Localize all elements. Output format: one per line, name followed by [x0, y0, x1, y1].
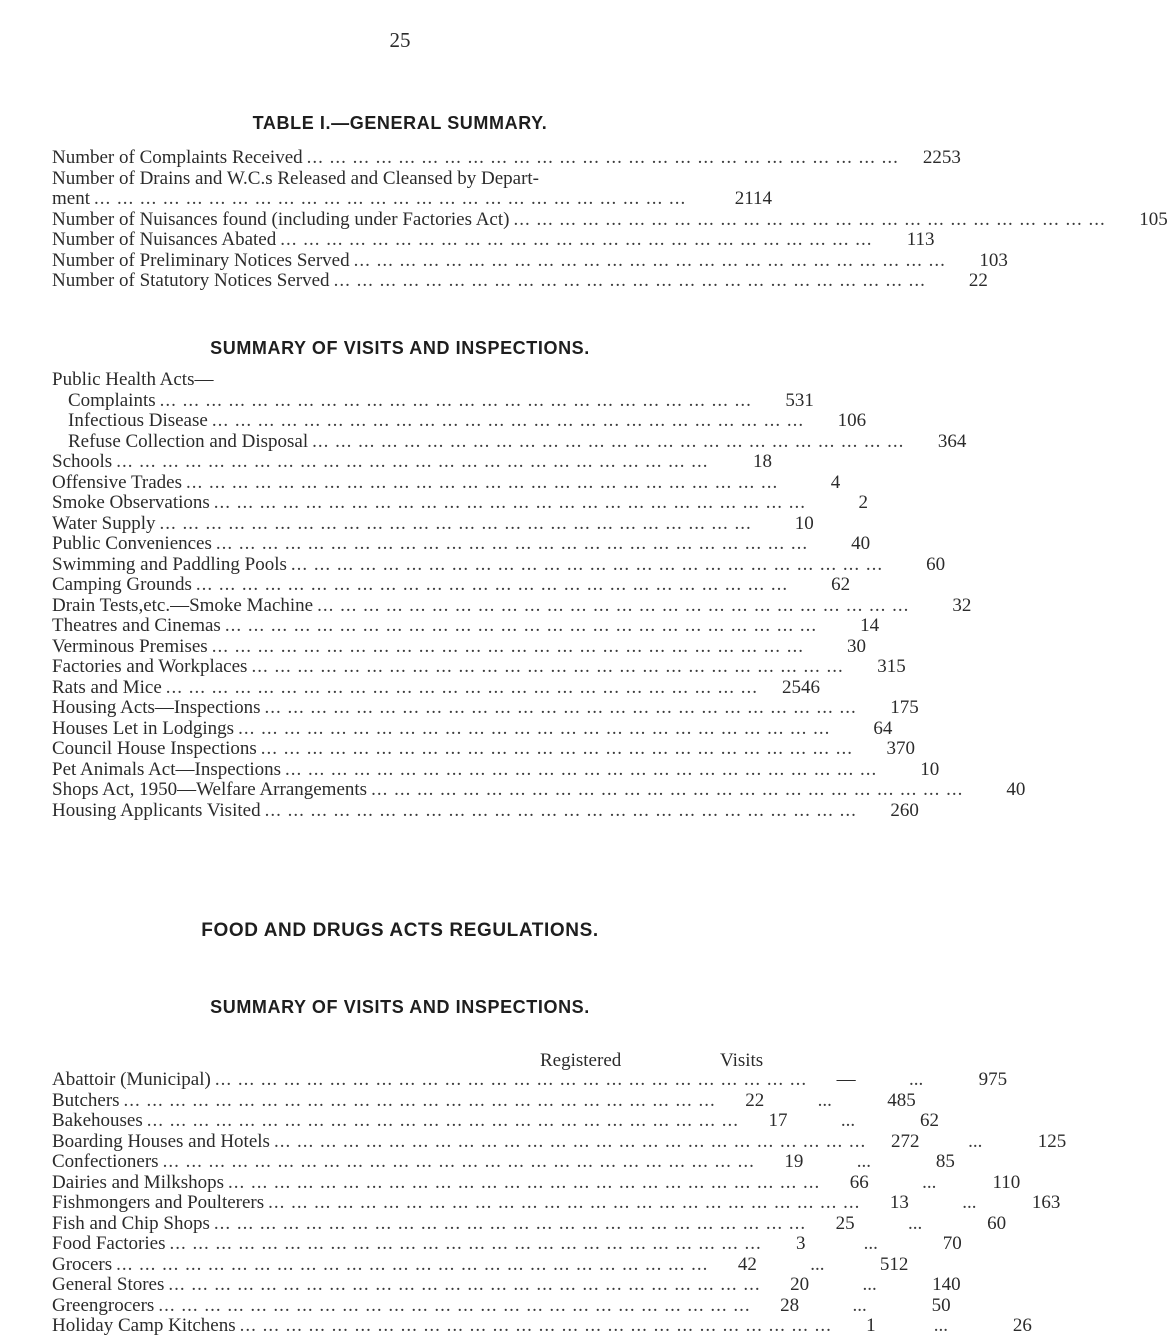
- column-separator: ...: [817, 1089, 832, 1111]
- food-premises-label: Food Factories: [52, 1233, 166, 1254]
- item-label: Public Conveniences: [52, 533, 212, 554]
- list-item: [52, 169, 772, 190]
- dot-leader: ... ... ... ... ... ... ... ... ... ... ... ... ... ... ... ... ... ... ... ... ... ... ... ... ... ...: [238, 717, 831, 739]
- item-value: 30: [846, 635, 866, 657]
- dot-leader: ... ... ... ... ... ... ... ... ... ... ... ... ... ... ... ... ... ... ... ... ... ... ... ... ... ...: [94, 188, 687, 209]
- dot-leader: ... ... ... ... ... ... ... ... ... ... ... ... ... ... ... ... ... ... ... ... ... ... ... ... ... ...: [306, 147, 899, 168]
- registered-count: 22: [745, 1089, 765, 1111]
- column-separator: ...: [852, 1294, 867, 1316]
- table-row: [52, 1274, 961, 1296]
- dot-leader: ... ... ... ... ... ... ... ... ... ... ... ... ... ... ... ... ... ... ... ... ... ... ... ... ... ...: [264, 799, 857, 821]
- item-label: Refuse Collection and Disposal: [68, 430, 309, 452]
- table-row: [52, 1151, 955, 1173]
- item-label: Infectious Disease: [68, 410, 208, 431]
- dot-leader: ... ... ... ... ... ... ... ... ... ... ... ... ... ... ... ... ... ... ... ... ... ... ... ... ... ...: [290, 553, 884, 575]
- item-label: Number of Nuisances found (including under Factories Act): [52, 208, 510, 230]
- list-item: [52, 229, 935, 251]
- item-label: Number of Complaints Received: [52, 147, 303, 168]
- registered-count: 28: [780, 1294, 800, 1316]
- item-value: 10: [794, 512, 814, 534]
- visits-column-header: Visits: [720, 1050, 764, 1071]
- item-label: ment: [52, 188, 90, 209]
- dot-leader: ... ... ... ... ... ... ... ... ... ... ... ... ... ... ... ... ... ... ... ... ... ... ... ... ... ...: [264, 697, 857, 718]
- list-item: [52, 635, 866, 658]
- dot-leader: ... ... ... ... ... ... ... ... ... ... ... ... ... ... ... ... ... ... ... ... ... ... ... ... ... ...: [146, 1110, 740, 1131]
- list-item: [52, 758, 940, 781]
- list-item: [52, 410, 867, 432]
- food-premises-label: Bakehouses: [52, 1110, 143, 1131]
- item-value: 18: [753, 451, 772, 472]
- dot-leader: ... ... ... ... ... ... ... ... ... ... ... ... ... ... ... ... ... ... ... ... ... ... ... ... ... ...: [285, 758, 878, 780]
- item-value: 260: [890, 799, 919, 821]
- dot-leader: ... ... ... ... ... ... ... ... ... ... ... ... ... ... ... ... ... ... ... ... ... ... ... ... ... ...: [228, 1171, 821, 1193]
- list-item: [52, 553, 946, 576]
- item-value: 2546: [782, 676, 821, 698]
- column-separator: ...: [810, 1253, 825, 1275]
- registered-count: 3: [795, 1233, 806, 1254]
- item-value: 62: [831, 574, 851, 595]
- registered-count: 13: [889, 1192, 909, 1213]
- list-item: [52, 799, 919, 822]
- dot-leader: ... ... ... ... ... ... ... ... ... ... ... ... ... ... ... ... ... ... ... ... ... ... ... ... ... ...: [169, 1233, 762, 1254]
- dot-leader: ... ... ... ... ... ... ... ... ... ... ... ... ... ... ... ... ... ... ... ... ... ... ... ... ... ...: [214, 1069, 808, 1090]
- item-label: Schools: [52, 451, 113, 472]
- dot-leader: ... ... ... ... ... ... ... ... ... ... ... ... ... ... ... ... ... ... ... ... ... ... ... ... ... ...: [116, 451, 709, 472]
- food-subtitle: SUMMARY OF VISITS AND INSPECTIONS.: [210, 997, 590, 1017]
- list-item: [52, 676, 821, 699]
- column-separator: ...: [968, 1130, 983, 1152]
- visits-count: 163: [1031, 1192, 1061, 1213]
- list-item: [52, 697, 919, 719]
- item-value: 531: [785, 389, 814, 411]
- food-premises-label: Fish and Chip Shops: [52, 1212, 210, 1234]
- item-label: Camping Grounds: [52, 574, 192, 595]
- item-value: 315: [877, 656, 906, 677]
- column-separator: ...: [863, 1233, 878, 1254]
- food-premises-label: Grocers: [52, 1253, 113, 1275]
- column-separator: ...: [922, 1171, 937, 1193]
- table-row: [52, 1315, 1032, 1337]
- column-separator: ...: [962, 1192, 977, 1213]
- registered-count: —: [836, 1069, 856, 1090]
- list-item: [52, 615, 880, 637]
- table-row: [52, 1110, 940, 1132]
- registered-count: 17: [768, 1110, 788, 1131]
- item-value: 106: [837, 410, 867, 431]
- item-value: 32: [952, 594, 972, 616]
- list-item: [52, 452, 772, 473]
- dot-leader: ... ... ... ... ... ... ... ... ... ... ... ... ... ... ... ... ... ... ... ... ... ... ... ... ... ...: [159, 389, 752, 411]
- list-item: [52, 430, 967, 453]
- food-premises-label: Holiday Camp Kitchens: [52, 1315, 236, 1336]
- dot-leader: ... ... ... ... ... ... ... ... ... ... ... ... ... ... ... ... ... ... ... ... ... ... ... ... ... ...: [239, 1315, 832, 1336]
- dot-leader: ... ... ... ... ... ... ... ... ... ... ... ... ... ... ... ... ... ... ... ... ... ... ... ... ... ...: [116, 1253, 709, 1275]
- list-item: [52, 656, 906, 678]
- table-row: [52, 1069, 1008, 1091]
- item-value: 2253: [922, 147, 961, 168]
- dot-leader: ... ... ... ... ... ... ... ... ... ... ... ... ... ... ... ... ... ... ... ... ... ... ... ... ... ...: [215, 533, 809, 554]
- item-label: Verminous Premises: [52, 635, 208, 657]
- list-item: [52, 208, 1168, 231]
- dot-leader: ... ... ... ... ... ... ... ... ... ... ... ... ... ... ... ... ... ... ... ... ... ... ... ... ... ...: [280, 229, 873, 250]
- item-value: 64: [873, 717, 893, 739]
- list-item: [52, 574, 851, 596]
- list-item: [52, 512, 814, 535]
- visits-count: 485: [887, 1089, 916, 1111]
- item-value: 14: [860, 615, 880, 636]
- column-separator: ...: [862, 1274, 877, 1295]
- registered-count: 20: [790, 1274, 810, 1295]
- item-label: Factories and Workplaces: [52, 656, 248, 677]
- list-item: [52, 249, 1008, 272]
- item-value: 364: [937, 430, 967, 452]
- general-summary-list: [52, 147, 1168, 292]
- dot-leader: ... ... ... ... ... ... ... ... ... ... ... ... ... ... ... ... ... ... ... ... ... ... ... ... ... ...: [165, 676, 759, 698]
- visits-count: 85: [935, 1151, 955, 1172]
- food-premises-label: Butchers: [52, 1089, 120, 1111]
- dot-leader: ... ... ... ... ... ... ... ... ... ... ... ... ... ... ... ... ... ... ... ... ... ... ... ... ... ...: [168, 1274, 761, 1295]
- item-value: 2114: [734, 188, 772, 209]
- list-item: [52, 389, 814, 412]
- visits-count: 125: [1037, 1130, 1067, 1152]
- registered-count: 25: [835, 1212, 855, 1234]
- item-value: 175: [890, 697, 919, 718]
- dot-leader: ... ... ... ... ... ... ... ... ... ... ... ... ... ... ... ... ... ... ... ... ... ... ... ... ... ...: [224, 615, 818, 636]
- registered-column-header: Registered: [540, 1050, 622, 1071]
- dot-leader: ... ... ... ... ... ... ... ... ... ... ... ... ... ... ... ... ... ... ... ... ... ... ... ... ... ...: [159, 512, 752, 534]
- list-item: [52, 147, 961, 169]
- visits-count: 975: [978, 1069, 1008, 1090]
- item-label: Houses Let in Lodgings: [52, 717, 235, 739]
- food-premises-label: Greengrocers: [52, 1294, 155, 1316]
- item-value: 105: [1139, 208, 1168, 230]
- item-label: Council House Inspections: [52, 738, 257, 759]
- public-health-acts-label: Public Health Acts—: [52, 369, 214, 390]
- item-value: 22: [968, 270, 988, 291]
- food-premises-label: Fishmongers and Poulterers: [52, 1192, 265, 1213]
- food-premises-label: Abattoir (Municipal): [52, 1069, 211, 1090]
- item-value: 40: [851, 533, 871, 554]
- item-label: Number of Statutory Notices Served: [52, 270, 330, 291]
- item-value: 113: [906, 229, 935, 250]
- group-label: [52, 370, 772, 391]
- dot-leader: ... ... ... ... ... ... ... ... ... ... ... ... ... ... ... ... ... ... ... ... ... ... ... ... ... ...: [186, 471, 779, 493]
- dot-leader: ... ... ... ... ... ... ... ... ... ... ... ... ... ... ... ... ... ... ... ... ... ... ... ... ... ...: [317, 594, 910, 616]
- visits-list: [52, 369, 1026, 821]
- table-row: [52, 1294, 951, 1317]
- list-item: [52, 533, 871, 555]
- dot-leader: ... ... ... ... ... ... ... ... ... ... ... ... ... ... ... ... ... ... ... ... ... ... ... ... ... ...: [312, 430, 905, 452]
- item-value: 103: [979, 249, 1008, 271]
- item-label: Swimming and Paddling Pools: [52, 553, 287, 575]
- dot-leader: ... ... ... ... ... ... ... ... ... ... ... ... ... ... ... ... ... ... ... ... ... ... ... ... ... ...: [251, 656, 844, 677]
- dot-leader: ... ... ... ... ... ... ... ... ... ... ... ... ... ... ... ... ... ... ... ... ... ... ... ... ... ...: [273, 1130, 867, 1152]
- item-label: Rats and Mice: [52, 676, 162, 698]
- list-item: [52, 594, 972, 617]
- food-premises-label: General Stores: [52, 1274, 165, 1295]
- table-row: [52, 1089, 916, 1112]
- visits-count: 62: [920, 1110, 940, 1131]
- registered-count: 19: [784, 1151, 804, 1172]
- registered-count: 66: [849, 1171, 869, 1193]
- list-item: [52, 717, 893, 740]
- visits-count: 26: [1012, 1315, 1032, 1336]
- dot-leader: ... ... ... ... ... ... ... ... ... ... ... ... ... ... ... ... ... ... ... ... ... ... ... ... ... ...: [260, 738, 854, 759]
- list-item: [52, 471, 841, 494]
- column-separator: ...: [907, 1212, 923, 1234]
- item-label: Housing Applicants Visited: [52, 799, 261, 821]
- dot-leader: ... ... ... ... ... ... ... ... ... ... ... ... ... ... ... ... ... ... ... ... ... ... ... ... ... ...: [213, 492, 807, 513]
- table-row: [52, 1192, 1061, 1214]
- visits-count: 110: [992, 1171, 1021, 1193]
- dot-leader: ... ... ... ... ... ... ... ... ... ... ... ... ... ... ... ... ... ... ... ... ... ... ... ... ... ...: [211, 635, 804, 657]
- item-label: Housing Acts—Inspections: [52, 697, 261, 718]
- dot-leader: ... ... ... ... ... ... ... ... ... ... ... ... ... ... ... ... ... ... ... ... ... ... ... ... ... ...: [162, 1151, 755, 1172]
- list-item: [52, 270, 988, 292]
- item-value: 4: [830, 471, 841, 493]
- table-row: [52, 1253, 909, 1276]
- item-label: Theatres and Cinemas: [52, 615, 221, 636]
- column-separator: ...: [840, 1110, 856, 1131]
- item-value: 10: [920, 758, 940, 780]
- food-title: FOOD AND DRUGS ACTS REGULATIONS.: [201, 920, 599, 941]
- item-label: Complaints: [68, 389, 156, 411]
- item-label: Smoke Observations: [52, 492, 210, 513]
- visits-title: SUMMARY OF VISITS AND INSPECTIONS.: [210, 338, 590, 358]
- item-value: 40: [1006, 779, 1026, 800]
- table-row: [52, 1130, 1067, 1153]
- dot-leader: ... ... ... ... ... ... ... ... ... ... ... ... ... ... ... ... ... ... ... ... ... ... ... ... ... ...: [195, 574, 789, 595]
- item-value: 60: [926, 553, 946, 575]
- item-label: Drain Tests,etc.—Smoke Machine: [52, 594, 314, 616]
- food-table-header: [52, 1050, 772, 1070]
- item-label: Number of Drains and W.C.s Released and Cleansed by Depart-: [52, 167, 540, 189]
- dot-leader: ... ... ... ... ... ... ... ... ... ... ... ... ... ... ... ... ... ... ... ... ... ... ... ... ... ...: [371, 779, 964, 800]
- list-item: [52, 492, 869, 514]
- food-premises-label: Boarding Houses and Hotels: [52, 1130, 270, 1152]
- dot-leader: ... ... ... ... ... ... ... ... ... ... ... ... ... ... ... ... ... ... ... ... ... ... ... ... ... ...: [268, 1192, 861, 1213]
- item-label: Pet Animals Act—Inspections: [52, 758, 282, 780]
- dot-leader: ... ... ... ... ... ... ... ... ... ... ... ... ... ... ... ... ... ... ... ... ... ... ... ... ... ...: [123, 1089, 716, 1111]
- visits-count: 512: [879, 1253, 909, 1275]
- visits-count: 140: [932, 1274, 961, 1295]
- visits-count: 60: [987, 1212, 1007, 1234]
- registered-count: 42: [737, 1253, 757, 1275]
- column-separator: ...: [908, 1069, 924, 1090]
- dot-leader: ... ... ... ... ... ... ... ... ... ... ... ... ... ... ... ... ... ... ... ... ... ... ... ... ... ...: [513, 208, 1106, 230]
- table-row: [52, 1212, 1007, 1235]
- registered-count: 1: [866, 1315, 876, 1336]
- table-row: [52, 1233, 962, 1255]
- item-label: Shops Act, 1950—Welfare Arrangements: [52, 779, 368, 800]
- table-1-title: TABLE I.—GENERAL SUMMARY.: [252, 113, 548, 133]
- item-value: 370: [886, 738, 916, 759]
- registered-count: 272: [890, 1130, 920, 1152]
- dot-leader: ... ... ... ... ... ... ... ... ... ... ... ... ... ... ... ... ... ... ... ... ... ... ... ... ... ...: [211, 410, 805, 431]
- food-premises-label: Confectioners: [52, 1151, 159, 1172]
- list-item: [52, 779, 1026, 801]
- list-item: [52, 738, 916, 760]
- item-label: Number of Nuisances Abated: [52, 229, 277, 250]
- dot-leader: ... ... ... ... ... ... ... ... ... ... ... ... ... ... ... ... ... ... ... ... ... ... ... ... ... ...: [333, 270, 926, 291]
- column-separator: ...: [856, 1151, 871, 1172]
- food-premises-label: Dairies and Milkshops: [52, 1171, 225, 1193]
- visits-count: 50: [931, 1294, 951, 1316]
- visits-count: 70: [942, 1233, 962, 1254]
- table-row: [52, 1171, 1021, 1194]
- item-label: Water Supply: [52, 512, 156, 534]
- item-value: 2: [858, 492, 869, 513]
- dot-leader: ... ... ... ... ... ... ... ... ... ... ... ... ... ... ... ... ... ... ... ... ... ... ... ... ... ...: [213, 1212, 807, 1234]
- food-table: [52, 1050, 1067, 1337]
- list-item: [52, 189, 772, 210]
- page-number: 25: [389, 28, 411, 52]
- item-label: Offensive Trades: [52, 471, 183, 493]
- dot-leader: ... ... ... ... ... ... ... ... ... ... ... ... ... ... ... ... ... ... ... ... ... ... ... ... ... ...: [353, 249, 946, 271]
- dot-leader: ... ... ... ... ... ... ... ... ... ... ... ... ... ... ... ... ... ... ... ... ... ... ... ... ... ...: [158, 1294, 751, 1316]
- column-separator: ...: [933, 1315, 949, 1336]
- item-label: Number of Preliminary Notices Served: [52, 249, 350, 271]
